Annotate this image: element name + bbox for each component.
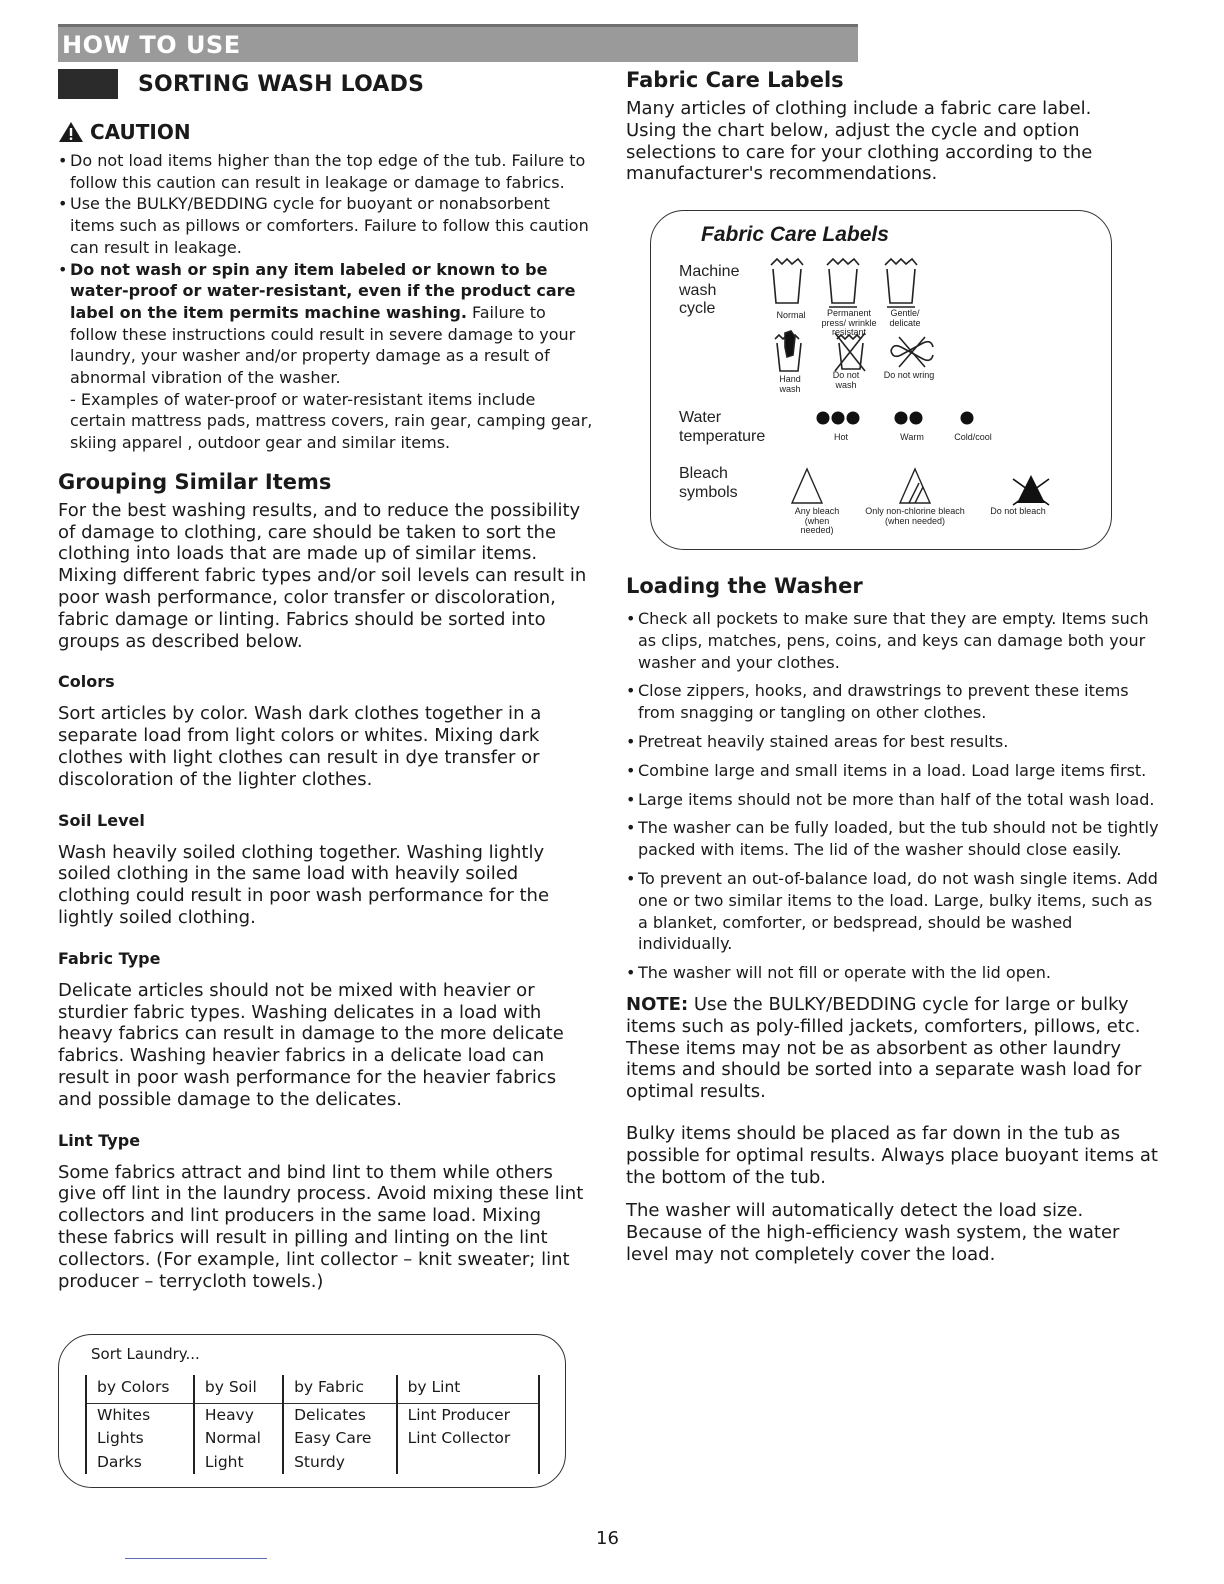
list-item: • Check all pockets to make sure that they are empty. Items such as clips, matches, pens, coins, and keys can damage both your washer and your clothes. [626, 608, 1161, 673]
loading-note [626, 994, 1161, 1103]
table-cell: Normal [194, 1427, 283, 1451]
label-line: temperature [679, 427, 766, 445]
section-title [58, 68, 424, 100]
symbol-caption: Do not wring [883, 370, 935, 380]
wash-method-icons [773, 329, 938, 375]
table-cell: Lint Producer [397, 1403, 539, 1427]
table-cell [397, 1450, 539, 1474]
list-item: • Large items should not be more than half of the total wash load. [626, 789, 1161, 811]
table-header: by Lint [397, 1375, 539, 1403]
table-cell: Heavy [194, 1403, 283, 1427]
do-not-bleach-icon [1013, 475, 1049, 505]
sort-laundry-box [58, 1334, 566, 1488]
caution-bullet [58, 193, 593, 258]
label-line: symbols [679, 483, 738, 501]
table-cell: Sturdy [283, 1450, 396, 1474]
footer-rule [125, 1558, 267, 1559]
water-temp-dots [815, 409, 985, 429]
lint-subheading: Lint Type [58, 1130, 141, 1150]
colors-subheading: Colors [58, 672, 115, 692]
grouping-intro: For the best washing results, and to reduce the possibility of damage to clothing, care should be taken to sort the clothing into loads that are made up of similar items. Mixing different fabric types and/or soil levels can result in poor wash performance, color transfer or discoloration, fabric damage or linting. Fabrics should be sorted into groups as described below. [58, 499, 587, 652]
right-column [626, 68, 1161, 185]
list-item: • The washer will not fill or operate with the lid open. [626, 962, 1161, 984]
symbol-caption: Do not wash [832, 370, 860, 390]
table-row [86, 1403, 539, 1427]
cold-dot-icon [961, 412, 974, 425]
table-cell: Delicates [283, 1403, 396, 1427]
caution-bullet [58, 259, 593, 454]
soil-subheading: Soil Level [58, 810, 145, 830]
water-temperature-label [679, 409, 765, 446]
bleach-symbols-label [679, 465, 738, 502]
symbol-caption: Permanent press/ wrinkle resistant [821, 308, 877, 337]
table-row [86, 1427, 539, 1451]
any-bleach-icon [792, 469, 822, 503]
loading-paragraph: Bulky items should be placed as far down in the tub as possible for optimal results. Always place buoyant items at the bottom of the tub. [626, 1122, 1158, 1188]
fabric-subheading: Fabric Type [58, 948, 161, 968]
table-cell: Lint Collector [397, 1427, 539, 1451]
caution-bold-warning: Do not wash or spin any item labeled or known to be water-proof or water-resistant, even if the product care label on the item permits machine washing. [70, 259, 576, 322]
warning-triangle-icon [58, 121, 84, 143]
symbol-caption: Hand wash [779, 374, 801, 394]
table-header-row [86, 1375, 539, 1403]
note-text: Use the BULKY/BEDDING cycle for large or bulky items such as poly-filled jackets, comforters, pillows, etc. These items may not be as absorbent as other laundry items and should be sorted into a separate wash load for optimal results. [626, 993, 1142, 1103]
caution-example: - Examples of water-proof or water-resistant items include certain mattress pads, mattress covers, rain gear, camping gear, skiing apparel , outdoor gear and similar items. [70, 389, 593, 453]
label-line: cycle [679, 300, 716, 317]
table-row [86, 1450, 539, 1474]
symbol-caption: Only non-chlorine bleach (when needed) [865, 506, 965, 526]
title-block-marker [58, 69, 118, 99]
loading-heading: Loading the Washer [626, 574, 863, 598]
permanent-press-tub-icon [827, 259, 859, 307]
section-title-text: SORTING WASH LOADS [138, 71, 425, 97]
symbol-caption: Gentle/ delicate [889, 308, 921, 328]
table-header: by Fabric [283, 1375, 396, 1403]
sort-laundry-table [85, 1375, 540, 1474]
lint-text: Some fabrics attract and bind lint to them while others give off lint in the laundry process. Avoid mixing these lint collectors and lint producers in the same load. Mixing these fabrics will result in pilling and linting on the lint collectors. (For example, lint collector – knit sweater; lint producer – terrycloth towels.) [58, 1161, 584, 1292]
label-line: Machine [679, 263, 740, 280]
symbol-caption: Any bleach (when needed) [794, 506, 840, 535]
grouping-heading: Grouping Similar Items [58, 469, 332, 494]
loading-paragraph: The washer will automatically detect the load size. Because of the high-efficiency wash system, the water level may not completely cover the load. [626, 1200, 1120, 1265]
fabric-care-labels-box [650, 210, 1112, 550]
fabric-care-heading: Fabric Care Labels [626, 68, 844, 92]
table-cell: Light [194, 1450, 283, 1474]
label-line: Bleach [679, 465, 728, 482]
gentle-cycle-tub-icon [885, 259, 917, 309]
table-header: by Soil [194, 1375, 283, 1403]
bleach-icons [791, 467, 1061, 507]
wash-tub-icons [769, 257, 919, 309]
list-item: • Pretreat heavily stained areas for best results. [626, 731, 1161, 753]
left-column [58, 120, 593, 1292]
machine-wash-label [679, 263, 739, 319]
fabric-care-intro: Many articles of clothing include a fabric care label. Using the chart below, adjust the cycle and option selections to care for your clothing according to the manufacturer's recommendations. [626, 98, 1093, 185]
banner-title: HOW TO USE [62, 31, 241, 59]
colors-text: Sort articles by color. Wash dark clothes together in a separate load from light colors or whites. Mixing dark clothes with light clothes can result in dye transfer or discoloration of the lighter clothes. [58, 703, 542, 790]
section-banner [58, 24, 858, 62]
loading-section [626, 574, 1161, 1266]
table-cell: Darks [86, 1450, 194, 1474]
fabric-care-box-title: Fabric Care Labels [701, 223, 889, 246]
label-line: wash [679, 281, 717, 299]
fabric-text: Delicate articles should not be mixed with heavier or sturdier fabric types. Washing delicates in a load with heavy fabrics can result in damage to the more delicate fabrics. Washing heavier fabrics in a delicate load can result in poor wash performance for the heavier fabrics and possible damage to the delicates. [58, 979, 564, 1110]
hot-dots-icon [817, 412, 860, 425]
page-number: 16 [596, 1528, 619, 1549]
note-label: NOTE: [626, 993, 689, 1015]
list-item: • Combine large and small items in a load. Load large items first. [626, 760, 1161, 782]
caution-bullet-text: Do not load items higher than the top edge of the tub. Failure to follow this caution can result in leakage or damage to fabrics. [70, 151, 586, 192]
caution-heading [58, 120, 593, 144]
do-not-wring-icon [891, 337, 933, 367]
list-item: • To prevent an out-of-balance load, do not wash single items. Add one or two similar items to the load. Large, bulky items, such as a blanket, comforter, or bedspread, should be washed individually. [626, 868, 1161, 955]
table-header: by Colors [86, 1375, 194, 1403]
label-line: Water [679, 409, 722, 426]
normal-cycle-tub-icon [771, 259, 803, 303]
hand-wash-icon [775, 331, 801, 371]
caution-label: CAUTION [90, 120, 191, 144]
list-item: • The washer can be fully loaded, but the tub should not be tightly packed with items. The lid of the washer should close easily. [626, 817, 1161, 861]
list-item: • Close zippers, hooks, and drawstrings to prevent these items from snagging or tangling on other clothes. [626, 680, 1161, 724]
table-cell: Whites [86, 1403, 194, 1427]
sort-laundry-title: Sort Laundry... [91, 1345, 200, 1363]
symbol-caption: Do not bleach [990, 506, 1046, 516]
caution-bullet [58, 150, 593, 193]
caution-bullet-text: Use the BULKY/BEDDING cycle for buoyant or nonabsorbent items such as pillows or comforters. Failure to follow this caution can result in leakage. [70, 194, 589, 257]
table-cell: Easy Care [283, 1427, 396, 1451]
symbol-caption: Warm [900, 432, 924, 442]
soil-text: Wash heavily soiled clothing together. Washing lightly soiled clothing in the same load with heavily soiled clothing could result in poor wash performance for the lightly soiled clothing. [58, 841, 550, 928]
caution-bullet-text: Failure to follow these instructions could result in severe damage to your laundry, your washer and/or property damage as a result of abnormal vibration of the washer. [70, 302, 576, 388]
symbol-caption: Normal [776, 310, 806, 320]
do-not-wash-icon [835, 333, 865, 371]
non-chlorine-bleach-icon [900, 469, 930, 503]
symbol-caption: Hot [833, 432, 848, 442]
table-cell: Lights [86, 1427, 194, 1451]
symbol-caption: Cold/cool [954, 432, 992, 442]
warm-dots-icon [895, 412, 923, 425]
